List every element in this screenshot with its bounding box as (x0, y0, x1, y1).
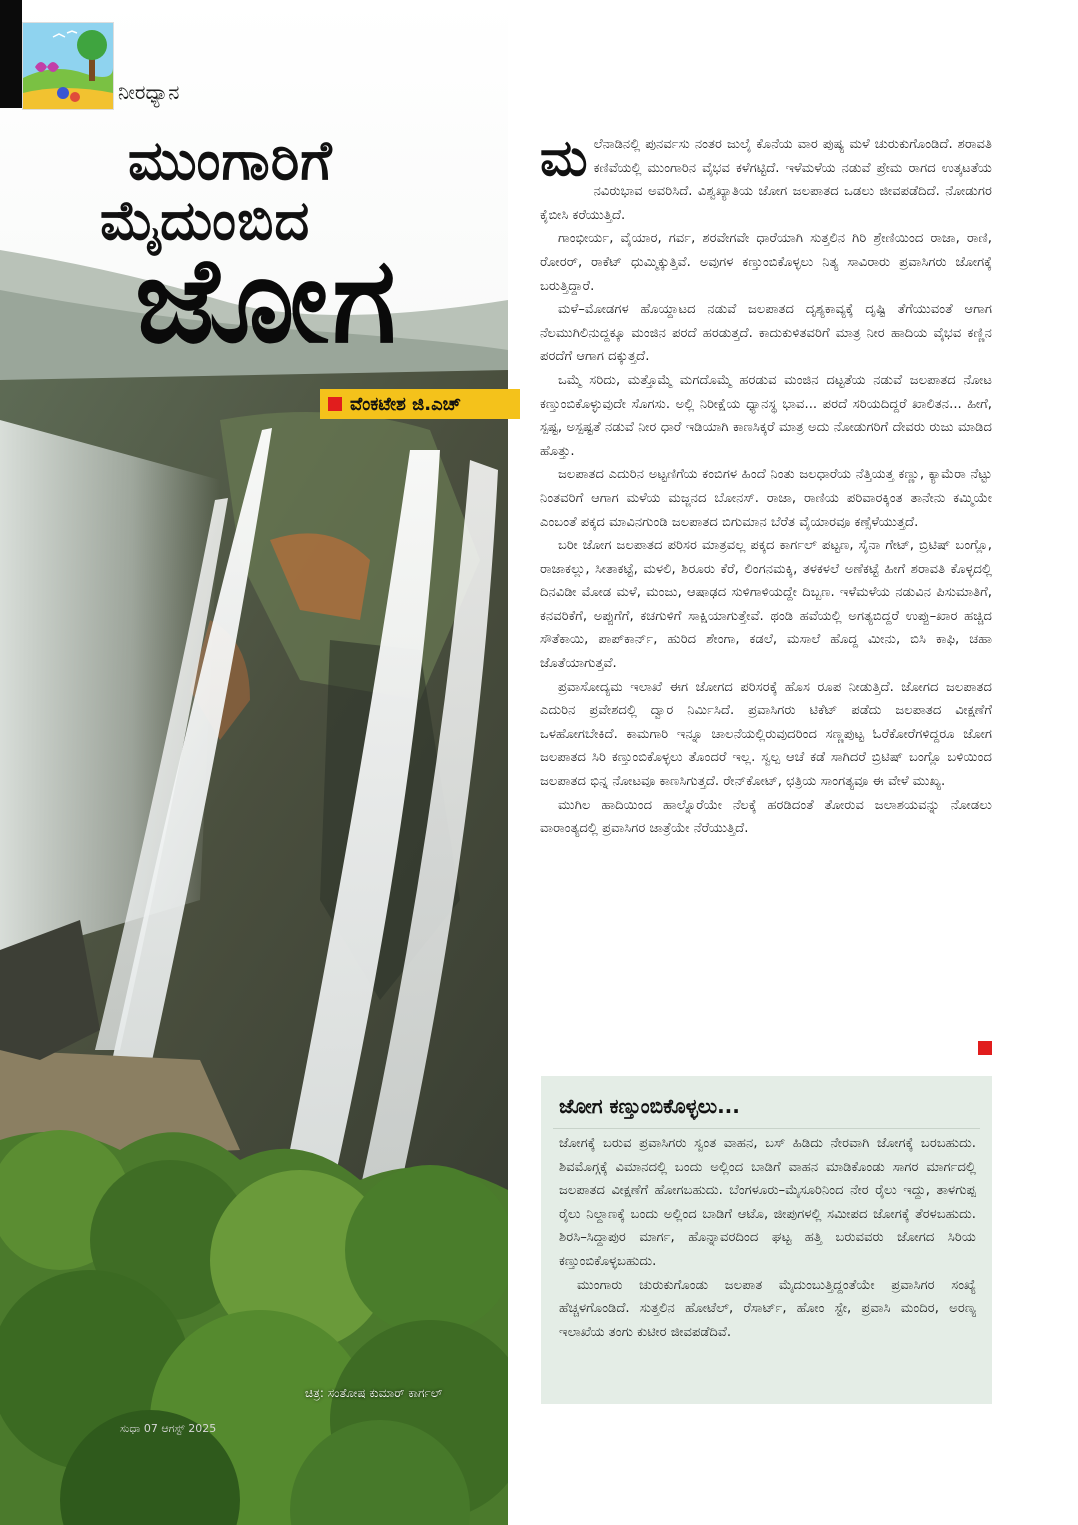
page-reference: ಸುಧಾ 07 ಆಗಸ್ಟ್ 2025 (120, 1422, 217, 1435)
page-title: ಜೋಗ (135, 231, 401, 369)
title-line-2: ಮೈದುಂಬಿದ (100, 188, 311, 252)
byline (320, 389, 520, 419)
article-paragraph: ಗಾಂಭೀರ್ಯ, ವೈಯಾರ, ಗರ್ವ, ಶರವೇಗವೇ ಧಾರೆಯಾಗಿ ಸುತ್ತಲಿನ ಗಿರಿ ಶ್ರೇಣಿಯಿಂದ ರಾಜಾ, ರಾಣಿ, ರೋರರ್, ರಾಕೆಟ್ ಧುಮ್ಮಿಕ್ಕುತ್ತಿವೆ. ಅವುಗಳ ಕಣ್ತುಂಬಿಕೊಳ್ಳಲು ನಿತ್ಯ ಸಾವಿರಾರು ಪ್ರವಾಸಿಗರು ಜೋಗಕ್ಕೆ ಬರುತ್ತಿದ್ದಾರೆ. (540, 231, 992, 294)
author-name: ವೆಂಕಟೇಶ ಜಿ.ಎಚ್ (350, 393, 461, 415)
article-end-mark-icon (978, 1041, 992, 1055)
article-paragraph: ಜಲಪಾತದ ಎದುರಿನ ಅಟ್ಟಣಿಗೆಯ ಕಂಬಿಗಳ ಹಿಂದೆ ನಿಂತು ಜಲಧಾರೆಯ ನೆತ್ತಿಯತ್ತ ಕಣ್ಣು, ಕ್ಯಾಮೆರಾ ನೆಟ್ಟು ನಿಂತವರಿಗೆ ಆಗಾಗ ಮಳೆಯ ಮಜ್ಜನದ ಬೋನಸ್. ರಾಜಾ, ರಾಣಿಯ ಪರಿವಾರಕ್ಕಿಂತ ತಾನೇನು ಕಮ್ಮಿಯೇ ಎಂಬಂತೆ ಪಕ್ಕದ ಮಾವಿನಗುಂಡಿ ಜಲಪಾತದ ಬಿಗುಮಾನ ಬೆರೆತ ವೈಯಾರವೂ ಕಣ್ಸೆಳೆಯುತ್ತದೆ. (540, 467, 992, 530)
info-box-heading: ಜೋಗ ಕಣ್ತುಂಬಿಕೊಳ್ಳಲು... (559, 1094, 740, 1118)
article-paragraph: ಮಳೆ–ಮೋಡಗಳ ಹೊಯ್ದಾಟದ ನಡುವೆ ಜಲಪಾತದ ದೃಶ್ಯಕಾವ್ಯಕ್ಕೆ ದೃಷ್ಟಿ ತೆಗೆಯುವಂತೆ ಆಗಾಗ ನೆಲಮುಗಿಲಿನುದ್ದಕ್ಕೂ ಮಂಜಿನ ಪರದೆ ಹರಡುತ್ತದೆ. ಕಾದುಕುಳಿತವರಿಗೆ ಮಾತ್ರ ನೀರ ಹಾದಿಯ ವೈಭವ ಕಣ್ಣಿನ ಪರದೆಗೆ ಆಗಾಗ ದಕ್ಕುತ್ತದೆ. (540, 302, 992, 365)
article-body (540, 128, 992, 841)
info-box-divider (553, 1128, 980, 1129)
section-logo (22, 22, 114, 110)
section-tab (0, 0, 22, 108)
photo-credit: ಚಿತ್ರ: ಸಂತೋಷ ಕುಮಾರ್ ಕಾರ್ಗಲ್ (305, 1386, 443, 1400)
info-box-paragraph: ಜೋಗಕ್ಕೆ ಬರುವ ಪ್ರವಾಸಿಗರು ಸ್ವಂತ ವಾಹನ, ಬಸ್ ಹಿಡಿದು ನೇರವಾಗಿ ಜೋಗಕ್ಕೆ ಬರಬಹುದು. ಶಿವಮೊಗ್ಗಕ್ಕೆ ವಿಮಾನದಲ್ಲಿ ಬಂದು ಅಲ್ಲಿಂದ ಬಾಡಿಗೆ ವಾಹನ ಮಾಡಿಕೊಂಡು ಸಾಗರ ಮಾರ್ಗದಲ್ಲಿ ಜಲಪಾತದ ವೀಕ್ಷಣೆಗೆ ಹೋಗಬಹುದು. ಬೆಂಗಳೂರು–ಮೈಸೂರಿನಿಂದ ನೇರ ರೈಲು ಇದ್ದು, ತಾಳಗುಪ್ಪ ರೈಲು ನಿಲ್ದಾಣಕ್ಕೆ ಬಂದು ಅಲ್ಲಿಂದ ಬಾಡಿಗೆ ಆಟೊ, ಜೀಪುಗಳಲ್ಲಿ ಸಮೀಪದ ಜೋಗಕ್ಕೆ ತೆರಳಬಹುದು. ಶಿರಸಿ–ಸಿದ್ದಾಪುರ ಮಾರ್ಗ, ಹೊನ್ನಾವರದಿಂದ ಘಟ್ಟ ಹತ್ತಿ ಬರುವವರು ಜೋಗದ ಸಿರಿಯ ಕಣ್ತುಂಬಿಕೊಳ್ಳಬಹುದು. (559, 1136, 976, 1269)
article-paragraph: ಪ್ರವಾಸೋದ್ಯಮ ಇಲಾಖೆ ಈಗ ಜೋಗದ ಪರಿಸರಕ್ಕೆ ಹೊಸ ರೂಪ ನೀಡುತ್ತಿದೆ. ಜೋಗದ ಜಲಪಾತದ ಎದುರಿನ ಪ್ರವೇಶದಲ್ಲಿ ದ್ವಾರ ನಿರ್ಮಿಸಿದೆ. ಪ್ರವಾಸಿಗರು ಟಿಕೆಟ್ ಪಡೆದು ಜಲಪಾತದ ವೀಕ್ಷಣೆಗೆ ಒಳಹೋಗಬೇಕಿದೆ. ಕಾಮಗಾರಿ ಇನ್ನೂ ಚಾಲನೆಯಲ್ಲಿರುವುದರಿಂದ ಸಣ್ಣಪುಟ್ಟ ಓರೆಕೋರೆಗಳಿದ್ದರೂ ಜೋಗ ಜಲಪಾತದ ಸಿರಿ ಕಣ್ತುಂಬಿಕೊಳ್ಳಲು ತೊಂದರೆ ಇಲ್ಲ. ಸ್ವಲ್ಪ ಆಚೆ ಕಡೆ ಸಾಗಿದರೆ ಬ್ರಿಟಿಷ್ ಬಂಗ್ಲೊ ಬಳಿಯಿಂದ ಜಲಪಾತದ ಭಿನ್ನ ನೋಟವೂ ಕಾಣಸಿಗುತ್ತದೆ. ರೇನ್‌ಕೋಟ್, ಛತ್ರಿಯ ಸಾಂಗತ್ಯವೂ ಈ ವೇಳೆ ಮುಖ್ಯ. (540, 679, 992, 790)
title-line-1: ಮುಂಗಾರಿಗೆ (128, 128, 333, 192)
article-paragraph: ಒಮ್ಮೆ ಸರಿದು, ಮತ್ತೊಮ್ಮೆ ಮಗದೊಮ್ಮೆ ಹರಡುವ ಮಂಜಿನ ದಟ್ಟತೆಯ ನಡುವೆ ಜಲಪಾತದ ನೋಟ ಕಣ್ತುಂಬಿಕೊಳ್ಳುವುದೇ ಸೊಗಸು. ಅಲ್ಲಿ ನಿರೀಕ್ಷೆಯ ಧ್ಯಾನಸ್ಥ ಭಾವ... ಪರದೆ ಸರಿಯದಿದ್ದರೆ ಖಾಲಿತನ... ಹೀಗೆ, ಸ್ಪಷ್ಟ, ಅಸ್ಪಷ್ಟತೆ ನಡುವೆ ನೀರ ಧಾರೆ ಇಡಿಯಾಗಿ ಕಾಣಸಿಕ್ಕರೆ ಮಾತ್ರ ಅದು ನೋಡುಗರಿಗೆ ದೇವರು ರುಜು ಮಾಡಿದ ಹೊತ್ತು. (540, 372, 992, 459)
info-box (541, 1076, 992, 1404)
article-paragraph: ಬರೀ ಜೋಗ ಜಲಪಾತದ ಪರಿಸರ ಮಾತ್ರವಲ್ಲ ಪಕ್ಕದ ಕಾರ್ಗಲ್ ಪಟ್ಟಣ, ಸೈನಾ ಗೇಟ್, ಬ್ರಿಟಿಷ್ ಬಂಗ್ಲೊ, ರಾಜಾಕಲ್ಲು, ಸೀತಾಕಟ್ಟೆ, ಮಳಲಿ, ಶಿರೂರು ಕೆರೆ, ಲಿಂಗನಮಕ್ಕಿ, ತಳಕಳಲೆ ಅಣೆಕಟ್ಟೆ ಹೀಗೆ ಶರಾವತಿ ಕೊಳ್ಳದಲ್ಲಿ ದಿನವಿಡೀ ಮೋಡ ಮಳೆ, ಮಂಜು, ಆಷಾಢದ ಸುಳಿಗಾಳಿಯದ್ದೇ ದಿಬ್ಬಣ. ಇಳೆಮಳೆಯ ನಡುವಿನ ಪಿಸುಮಾತಿಗೆ, ಕನವರಿಕೆಗೆ, ಅಪ್ಪುಗೆಗೆ, ಕಚಗುಳಿಗೆ ಸಾಕ್ಷಿಯಾಗುತ್ತೇವೆ. ಥಂಡಿ ಹವೆಯಲ್ಲಿ ಅಗತ್ಯಬಿದ್ದರೆ ಉಪ್ಪು–ಖಾರ ಹಚ್ಚಿದ ಸೌತೆಕಾಯಿ, ಪಾಪ್‌ಕಾರ್ನ್, ಹುರಿದ ಶೇಂಗಾ, ಕಡಲೆ, ಮಸಾಲೆ ಹೊದ್ದ ಮೀನು, ಬಿಸಿ ಕಾಫಿ, ಚಹಾ ಜೊತೆಯಾಗುತ್ತವೆ. (540, 538, 992, 672)
nature-logo-icon (23, 23, 113, 109)
drop-cap: ಮ (540, 128, 588, 187)
article-paragraph: ಮಲೆನಾಡಿನಲ್ಲಿ ಪುನರ್ವಸು ನಂತರ ಜುಲೈ ಕೊನೆಯ ವಾರ ಪುಷ್ಯ ಮಳೆ ಚುರುಕುಗೊಂಡಿದೆ. ಶರಾವತಿ ಕಣಿವೆಯಲ್ಲಿ ಮುಂಗಾರಿನ ವೈಭವ ಕಳೆಗಟ್ಟಿದೆ. ಇಳೆಮಳೆಯ ನಡುವೆ ಪ್ರೇಮ ರಾಗದ ಉತ್ಕಟತೆಯ ನವಿರುಭಾವ ಅವರಿಸಿದೆ. ವಿಶ್ವಖ್ಯಾತಿಯ ಜೋಗ ಜಲಪಾತದ ಒಡಲು ಜೀವಪಡೆದಿದೆ. ನೋಡುಗರ ಕೈಬೀಸಿ ಕರೆಯುತ್ತಿದೆ. (540, 128, 992, 223)
byline-square-icon (328, 397, 342, 411)
section-label: ನೀರಧ್ಯಾನ (118, 80, 180, 104)
info-box-body (559, 1132, 976, 1344)
article-paragraph: ಮುಗಿಲ ಹಾದಿಯಿಂದ ಹಾಲ್ನೊರೆಯೇ ನೆಲಕ್ಕೆ ಹರಡಿದಂತೆ ತೋರುವ ಜಲಾಶಯವನ್ನು ನೋಡಲು ವಾರಾಂತ್ಯದಲ್ಲಿ ಪ್ರವಾಸಿಗರ ಜಾತ್ರೆಯೇ ನೆರೆಯುತ್ತಿದೆ. (540, 797, 992, 837)
info-box-paragraph: ಮುಂಗಾರು ಚುರುಕುಗೊಂಡು ಜಲಪಾತ ಮೈದುಂಬುತ್ತಿದ್ದಂತೆಯೇ ಪ್ರವಾಸಿಗರ ಸಂಖ್ಯೆ ಹೆಚ್ಚಳಗೊಂಡಿದೆ. ಸುತ್ತಲಿನ ಹೋಟೆಲ್, ರೆಸಾರ್ಟ್, ಹೋಂ ಸ್ಟೇ, ಪ್ರವಾಸಿ ಮಂದಿರ, ಅರಣ್ಯ ಇಲಾಖೆಯ ತಂಗು ಕುಟೀರ ಜೀವಪಡೆದಿವೆ. (559, 1277, 976, 1340)
